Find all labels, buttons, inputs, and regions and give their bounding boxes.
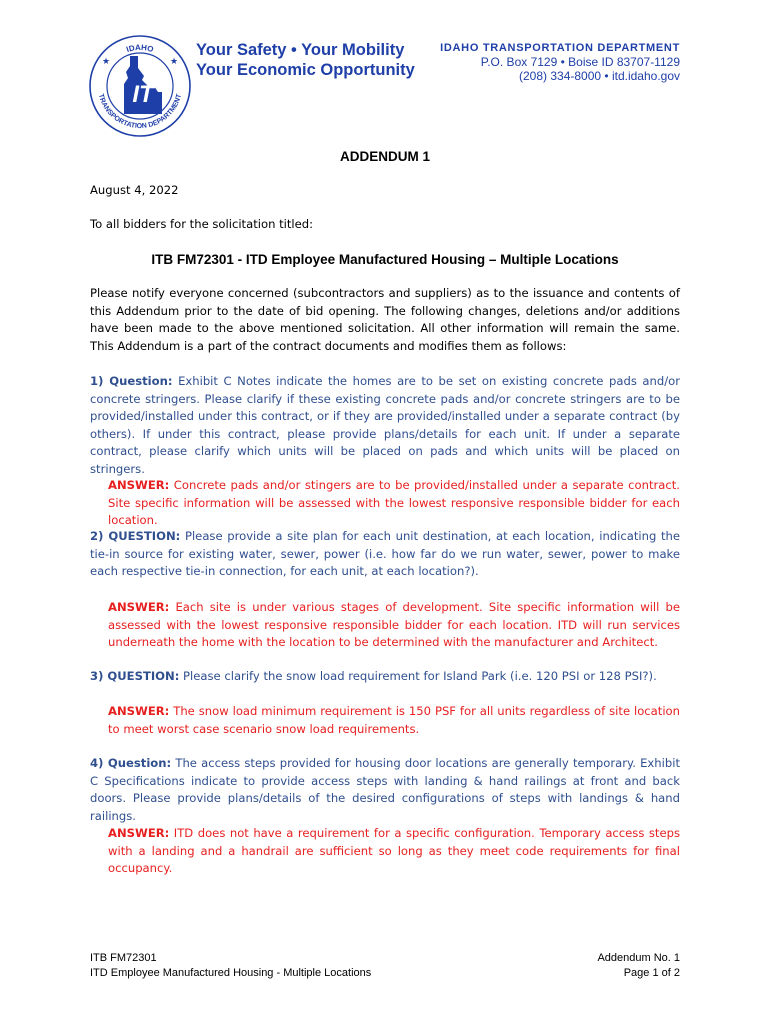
- footer-itb-number: ITB FM72301: [90, 952, 157, 964]
- slogan: [196, 40, 415, 80]
- footer-page-number: Page 1 of 2: [623, 966, 680, 979]
- answer-text: ITD does not have a requirement for a specific configuration. Temporary access steps with a landing and a handrail are sufficient so long as they meet code requirements for final occupancy.: [108, 826, 680, 876]
- question-label: 2) QUESTION:: [90, 529, 181, 543]
- answer-text: Each site is under various stages of development. Site specific information will be assessed with the lowest responsive responsible bidder for each location. ITD will run services underneath the home with the location to be determined with the manufacturer and Architect.: [108, 600, 680, 650]
- logo-arc-bottom: TRANSPORTATION DEPARTMENT: [96, 93, 184, 131]
- question-text: Please provide a site plan for each unit destination, at each location, indicating the tie-in source for existing water, sewer, power (i.e. how far do we run water, sewer, power to make each respective tie-in connection, for each unit, at each location?).: [90, 529, 680, 579]
- question-3: [90, 668, 680, 686]
- question-text: The access steps provided for housing door locations are generally temporary. Exhibit C Specifications indicate to provide access steps with landing & hand railings at front and back doors. Please provide plans/details of the desired configurations of steps with landings & hand railings.: [90, 756, 680, 823]
- footer-addendum-number: Addendum No. 1: [597, 952, 680, 964]
- answer-1: [108, 477, 680, 530]
- question-text: Exhibit C Notes indicate the homes are to be set on existing concrete pads and/or concrete stringers. Please clarify if these existing concrete pads and/or concrete stringers are to be provided/installed under this contract, or if they are provided/installed under a separate contract (by others). If under this contract, please provide plans/details for each unit. If under a separate contract, please clarify which units will be placed on pads and which units will be placed on stringers.: [90, 374, 680, 476]
- question-1: [90, 373, 680, 479]
- itd-logo-icon: [88, 34, 192, 138]
- answer-text: The snow load minimum requirement is 150 PSF for all units regardless of site location to meet worst case scenario snow load requirements.: [108, 704, 680, 736]
- question-label: 4) Question:: [90, 756, 172, 770]
- question-label: 3) QUESTION:: [90, 669, 180, 683]
- question-2: [90, 528, 680, 581]
- svg-text:★: ★: [170, 56, 179, 66]
- answer-label: ANSWER:: [108, 704, 170, 718]
- slogan-line-2: Your Economic Opportunity: [196, 61, 415, 79]
- question-text: Please clarify the snow load requirement for Island Park (i.e. 120 PSI or 128 PSI?).: [179, 669, 657, 683]
- department-contact: [440, 41, 680, 83]
- addendum-title: ADDENDUM 1: [339, 149, 430, 164]
- slogan-line-1: Your Safety • Your Mobility: [196, 41, 405, 59]
- answer-label: ANSWER:: [108, 478, 170, 492]
- logo-arc-top: IDAHO: [125, 42, 155, 55]
- salutation: To all bidders for the solicitation titled:: [90, 217, 314, 231]
- question-4: [90, 755, 680, 825]
- department-name: IDAHO TRANSPORTATION DEPARTMENT: [440, 42, 680, 54]
- footer-itb-title: ITD Employee Manufactured Housing - Multiple Locations: [90, 966, 372, 979]
- question-label: 1) Question:: [90, 374, 173, 388]
- answer-label: ANSWER:: [108, 600, 170, 614]
- answer-4: [108, 825, 680, 878]
- department-phone-web: (208) 334-8000 • itd.idaho.gov: [519, 69, 680, 83]
- footer-left: [90, 951, 371, 980]
- document-date: August 4, 2022: [90, 183, 179, 197]
- answer-2: [108, 599, 680, 652]
- itb-title: ITB FM72301 - ITD Employee Manufactured Housing – Multiple Locations: [151, 252, 619, 267]
- answer-label: ANSWER:: [108, 826, 170, 840]
- answer-text: Concrete pads and/or stingers are to be provided/installed under a separate contract. Site specific information will be assessed with the lowest responsive responsible bidder for each location.: [108, 478, 680, 528]
- answer-3: [108, 703, 680, 738]
- footer-right: [597, 951, 680, 980]
- intro-paragraph: Please notify everyone concerned (subcontractors and suppliers) as to the issuance and contents of this Addendum prior to the date of bid opening. The following changes, deletions and/or additions have been made to the above mentioned solicitation. All other information will remain the same. This Addendum is a part of the contract documents and modifies them as follows:: [90, 286, 680, 353]
- svg-text:IT: IT: [132, 81, 154, 108]
- department-address: P.O. Box 7129 • Boise ID 83707-1129: [480, 55, 680, 69]
- svg-text:★: ★: [102, 56, 111, 66]
